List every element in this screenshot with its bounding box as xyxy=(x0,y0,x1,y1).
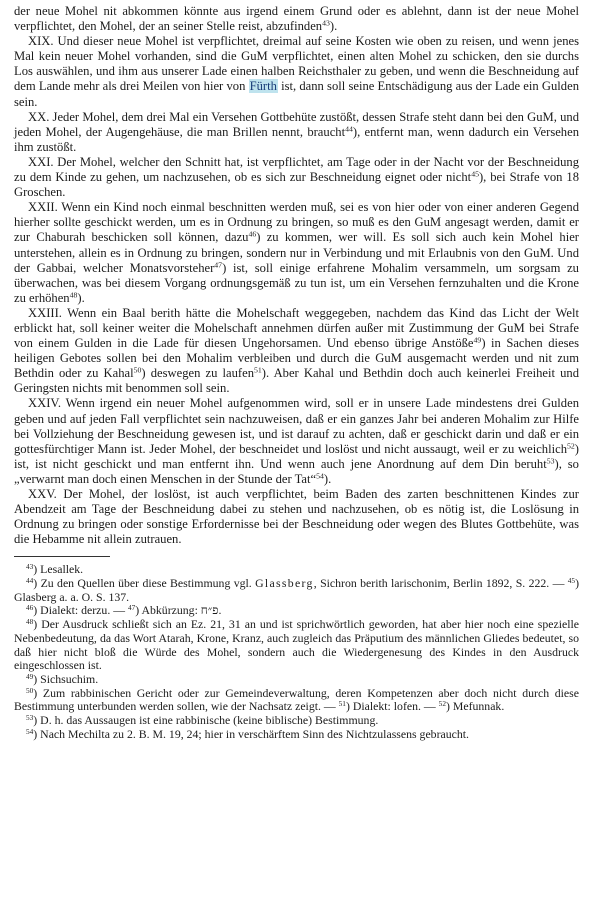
text-run: ) Mefunnak. xyxy=(445,699,505,714)
paragraph-p22 xyxy=(14,200,579,306)
text-run: XIX. Und dieser neue Mohel ist verpflichtet, dreimal auf seine Kosten wie oben zu reisen, und wenn jenes Mal kein neuer Mohel vorhanden, sind die GuM verpflichtet, einen alten Mohel zu schicken, den sie durchs Los auswählen, und ihm aus unserer Lade einen halben Reichsthaler zu geben, und wenn die Beschneidung auf dem Lande mehr als drei Meilen von hier von xyxy=(14,34,579,94)
paragraph-p0 xyxy=(14,4,579,34)
text-run: , Sichron berith larischonim, Berlin 1892, S. 222. — xyxy=(313,576,568,591)
text-run: ). xyxy=(323,471,332,486)
text-run: XXIII. Wenn ein Baal berith hätte die Mohelschaft weggegeben, nachdem das Kind das Licht der Welt erblickt hat, soll keiner weiter die Mohelschaft annehmen dürfen außer mit Zustimmung der GuM bei Strafe von einem Gulden in die Lade für diesen Ungehorsamen. Und ebenso übrige Anstöße xyxy=(14,305,579,351)
footnote-ref: 44 xyxy=(345,124,353,134)
text-run: ) Zum rabbinischen Gericht oder zur Gemeindeverwaltung, deren Kompetenzen aber doch nicht durch diese Bestimmung unterbunden werden sollen, wie der Nachsatz zeigt. — xyxy=(14,685,579,714)
text-run: ) deswegen zu laufen xyxy=(141,366,254,381)
text-run: XXII. Wenn ein Kind noch einmal beschnitten werden muß, sei es von hier oder von einer anderen Gegend hierher sollte geschickt werden, um es in Ordnung zu bringen, so muß es den GuM angesagt werden, damit er zur Chaburah beschicken soll können, dazu xyxy=(14,200,579,245)
text-run: ) ist, ist nicht geschickt und man entfernt ihn. Und wenn auch jene Anordnung auf dem Din beruht xyxy=(14,441,579,471)
footnote-ref: 50 xyxy=(26,685,34,695)
footnote-ref: 43 xyxy=(26,562,34,572)
text-run: XXV. Der Mohel, der loslöst, ist auch verpflichtet, beim Baden des zarten beschnittenen Kindes zur Abendzeit am Tage der Beschneidung dabei zu stehen und nachzusehen, ob es nötig ist, die Loslösung in Ordnung zu bringen oder sonstige Erfordernisse bei der Beschneidung oder wegen des Blutes Gottbehüte, was die Hebamme nit allein zutrauen. xyxy=(14,487,579,547)
footnote-fn44 xyxy=(14,577,579,604)
footnote-ref: 54 xyxy=(26,726,34,736)
text-run: ). Aber Kahal und Bethdin doch auch keinerlei Freiheit und Geringsten nichts mit benommen soll sein. xyxy=(14,366,579,396)
footnote-fn54 xyxy=(14,728,579,742)
text-run: ). xyxy=(77,290,85,305)
text-run: ) D. h. das Aussaugen ist eine rabbinische (keine biblische) Bestimmung. xyxy=(33,713,379,728)
footnote-ref: 47 xyxy=(214,260,223,270)
footnote-ref: 49 xyxy=(473,335,482,345)
footnote-ref: 47 xyxy=(127,603,136,613)
author-name: Glassberg xyxy=(255,576,314,591)
footnote-ref: 49 xyxy=(26,671,34,681)
footnote-ref: 43 xyxy=(322,18,330,28)
footnotes xyxy=(14,563,579,741)
text-run: ) zu kommen, wer will. Es soll sich auch kein Mohel hier unterstehen, allein es in Ordnung zu bringen, sondern nur in Verbindung und mit Erlaubnis von den GuM. Und der Gabbai, welcher Monatsvorsteher xyxy=(14,230,580,275)
text-run: ) Der Ausdruck schließt sich an Ez. 21, 31 an und ist sprichwörtlich geworden, hat aber hier noch eine spezielle Nebenbedeutung, da das Wort Atarah, Krone, Kranz, auch zugleich das Präputium des männlichen Gliedes bedeutet, so daß hier nicht bloß die Würde des Mohel, sondern auch die Wiedergenesung des Kindes in den Ausdruck eingeschlossen ist. xyxy=(14,617,579,673)
text-run: ) in Sachen dieses heiligen Gebotes sollen bei den Mohalim verbleiben und durch die GuM ausgemacht werden und nit zum Bethdin oder zu Kahal xyxy=(14,336,579,381)
paragraph-p23 xyxy=(14,306,579,397)
text-run: ), entfernt man, wenn dadurch ein Versehen ihm zustößt. xyxy=(14,124,579,154)
text-run: ist, dann soll seine Entschädigung aus der Lade ein Gulden sein. xyxy=(14,79,579,109)
main-text xyxy=(14,4,579,547)
footnote-ref: 50 xyxy=(133,365,142,375)
footnote-separator xyxy=(14,556,110,557)
text-run: der neue Mohel nit abkommen könnte aus irgend einem Grund oder es ablehnt, dann ist der neue Mohel verpflichtet, den Mohel, der an seiner Stelle reist, abzufinden xyxy=(14,4,579,34)
footnote-ref: 52 xyxy=(438,699,446,709)
text-run: ), bei Strafe von 18 Groschen. xyxy=(14,170,579,200)
text-run: XX. Jeder Mohel, dem drei Mal ein Versehen Gottbehüte zustößt, dessen Strafe steht dann bei den GuM, und jeden Mohel, der Augengehäuse, die man Brillen nennt, braucht xyxy=(14,109,579,139)
text-run: ) Abkürzung: פ״ח. xyxy=(135,603,222,618)
text-run: ), so „verwarnt man doch einen Menschen in der Stunde der Tat“ xyxy=(14,456,579,486)
text-run: ). xyxy=(329,19,338,34)
footnote-ref: 45 xyxy=(567,576,576,586)
footnote-ref: 46 xyxy=(26,603,34,613)
footnote-fn46 xyxy=(14,604,579,618)
paragraph-p24 xyxy=(14,396,579,487)
footnote-ref: 52 xyxy=(567,441,575,451)
footnote-ref: 53 xyxy=(26,713,34,723)
footnote-ref: 48 xyxy=(26,617,34,627)
paragraph-p25 xyxy=(14,487,579,547)
paragraph-p19 xyxy=(14,34,579,109)
footnote-fn43 xyxy=(14,563,579,577)
footnote-fn49 xyxy=(14,673,579,687)
paragraph-p21 xyxy=(14,155,579,200)
footnote-ref: 54 xyxy=(316,471,324,481)
text-run: ) Nach Mechilta zu 2. B. M. 19, 24; hier in verschärftem Sinn des Nichtzulassens gebraucht. xyxy=(33,726,470,741)
text-run: ) Zu den Quellen über diese Bestimmung vgl. xyxy=(33,576,256,591)
footnote-ref: 53 xyxy=(546,456,555,466)
text-run: XXI. Der Mohel, welcher den Schnitt hat, ist verpflichtet, am Tage oder in der Nacht vor der Beschneidung zu dem Kinde zu gehen, um nachzusehen, ob es sich zur Beschneidung eignet oder nicht xyxy=(14,154,579,185)
footnote-ref: 51 xyxy=(254,365,262,375)
text-run: ) Lesallek. xyxy=(33,562,84,577)
text-run: ) Sichsuchim. xyxy=(33,672,99,686)
text-run: XXIV. Wenn irgend ein neuer Mohel aufgenommen wird, soll er in unsere Lade mindestens drei Gulden geben und auf jeden Fall verpflichtet sein nachzuweisen, daß er ein ganzes Jahr bei anderen Mohalim zur Hilfe bei Vollziehung der Beschneidung gewesen ist, und ist darauf zu achten, daß er geschickt darin und daß er ein gottesfürchtiger Mann ist. Jeder Mohel, der beschneidet und loslöst und nicht aussaugt, weil er zu weichlich xyxy=(14,396,579,456)
text-run: ) Dialekt: lofen. — xyxy=(345,699,439,714)
footnote-ref: 48 xyxy=(69,290,78,300)
text-run: ) Dialekt: derzu. — xyxy=(33,603,128,618)
highlighted-word: Fürth xyxy=(249,79,277,94)
footnote-fn48 xyxy=(14,618,579,673)
footnote-ref: 44 xyxy=(26,576,34,586)
footnote-fn53 xyxy=(14,714,579,728)
footnote-ref: 46 xyxy=(248,230,257,240)
footnote-ref: 45 xyxy=(471,169,479,179)
text-run: ) ist, soll einige erfahrene Mohalim versammeln, um sorgsam zu überwachen, was bei diesem Vorgang ordnungsgemäß zu tun ist, um ein Versehen fernzuhalten und die Krone zu erhöhen xyxy=(14,260,579,305)
footnote-fn50 xyxy=(14,687,579,714)
paragraph-p20 xyxy=(14,110,579,155)
text-run: ) Glasberg a. a. O. S. 137. xyxy=(14,576,579,604)
footnote-ref: 51 xyxy=(338,699,346,709)
